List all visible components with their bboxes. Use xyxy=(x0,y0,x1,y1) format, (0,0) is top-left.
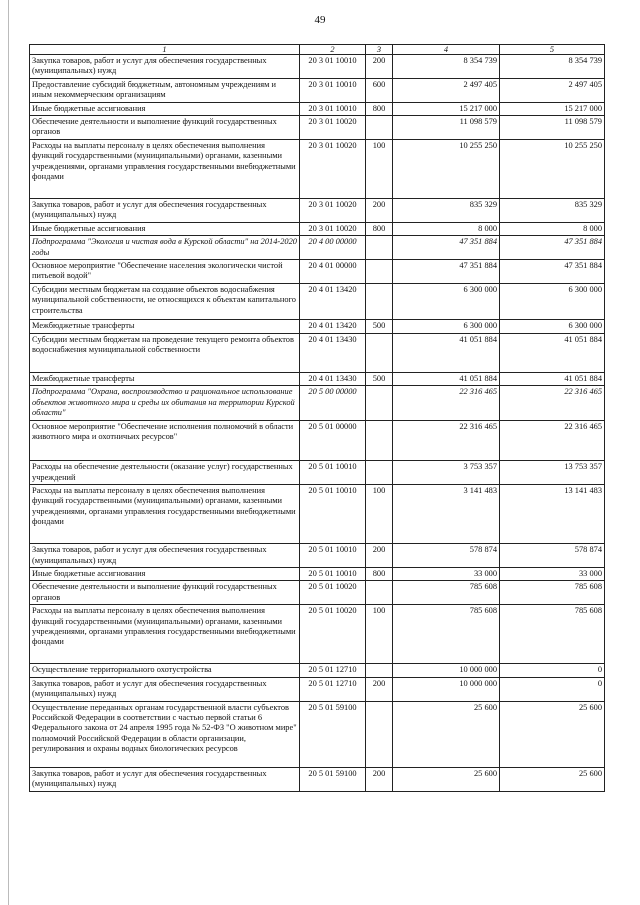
row-type-cell: 800 xyxy=(366,222,393,235)
row-value-cell: 6 300 000 xyxy=(393,320,500,333)
row-value-cell: 835 329 xyxy=(500,199,605,223)
row-value-cell: 33 000 xyxy=(500,567,605,580)
row-value-cell: 25 600 xyxy=(500,768,605,792)
row-value-cell: 10 255 250 xyxy=(393,139,500,198)
row-name-cell: Межбюджетные трансферты xyxy=(30,320,300,333)
table-row xyxy=(30,199,605,223)
row-code-cell: 20 3 01 10020 xyxy=(300,222,366,235)
row-value-cell: 3 141 483 xyxy=(393,484,500,543)
row-value-cell: 13 753 357 xyxy=(500,461,605,485)
row-value-cell: 47 351 884 xyxy=(500,260,605,284)
row-code-cell: 20 4 01 13420 xyxy=(300,320,366,333)
row-code-cell: 20 5 01 10010 xyxy=(300,461,366,485)
row-type-cell: 200 xyxy=(366,55,393,79)
row-name-cell: Расходы на выплаты персоналу в целях обеспечения выполнения функций государственными (муниципальными) органами, казенными учреждениями, органами управления государственными внебюджетными фондами xyxy=(30,484,300,543)
budget-table xyxy=(29,44,605,792)
table-row xyxy=(30,236,605,260)
row-type-cell xyxy=(366,333,393,372)
row-value-cell: 8 354 739 xyxy=(393,55,500,79)
row-type-cell xyxy=(366,116,393,140)
table-row xyxy=(30,78,605,102)
row-value-cell: 6 300 000 xyxy=(393,283,500,319)
table-row xyxy=(30,333,605,372)
column-header-row xyxy=(30,45,605,55)
row-code-cell: 20 5 01 10010 xyxy=(300,484,366,543)
row-value-cell: 25 600 xyxy=(393,768,500,792)
row-code-cell: 20 4 01 13430 xyxy=(300,373,366,386)
row-type-cell: 200 xyxy=(366,677,393,701)
table-row xyxy=(30,581,605,605)
row-value-cell: 22 316 465 xyxy=(500,420,605,460)
row-code-cell: 20 3 01 10020 xyxy=(300,199,366,223)
column-header: 4 xyxy=(393,45,500,55)
row-name-cell: Осуществление территориального охотустройства xyxy=(30,664,300,677)
row-value-cell: 10 255 250 xyxy=(500,139,605,198)
budget-table-container xyxy=(29,44,604,792)
table-row xyxy=(30,701,605,767)
table-row xyxy=(30,664,605,677)
row-value-cell: 41 051 884 xyxy=(500,333,605,372)
row-value-cell: 41 051 884 xyxy=(393,333,500,372)
column-header: 5 xyxy=(500,45,605,55)
row-type-cell: 200 xyxy=(366,199,393,223)
page-edge-line xyxy=(8,0,9,905)
table-row xyxy=(30,222,605,235)
table-row xyxy=(30,116,605,140)
row-name-cell: Закупка товаров, работ и услуг для обеспечения государственных (муниципальных) нужд xyxy=(30,768,300,792)
row-type-cell: 500 xyxy=(366,320,393,333)
row-code-cell: 20 3 01 10020 xyxy=(300,139,366,198)
table-row xyxy=(30,102,605,115)
row-name-cell: Расходы на обеспечение деятельности (оказание услуг) государственных учреждений xyxy=(30,461,300,485)
row-name-cell: Основное мероприятие "Обеспечение исполнения полномочий в области животного мира и охотничьих ресурсов" xyxy=(30,420,300,460)
column-header: 2 xyxy=(300,45,366,55)
row-value-cell: 22 316 465 xyxy=(393,386,500,420)
row-value-cell: 10 000 000 xyxy=(393,664,500,677)
row-value-cell: 2 497 405 xyxy=(500,78,605,102)
row-value-cell: 11 098 579 xyxy=(500,116,605,140)
row-name-cell: Иные бюджетные ассигнования xyxy=(30,567,300,580)
table-row xyxy=(30,605,605,664)
row-type-cell: 600 xyxy=(366,78,393,102)
table-row xyxy=(30,55,605,79)
table-row xyxy=(30,260,605,284)
row-type-cell xyxy=(366,260,393,284)
row-value-cell: 8 354 739 xyxy=(500,55,605,79)
row-value-cell: 578 874 xyxy=(500,544,605,568)
row-code-cell: 20 5 01 10010 xyxy=(300,544,366,568)
row-value-cell: 0 xyxy=(500,677,605,701)
row-code-cell: 20 4 01 13420 xyxy=(300,283,366,319)
row-type-cell: 100 xyxy=(366,139,393,198)
row-code-cell: 20 5 01 00000 xyxy=(300,420,366,460)
row-name-cell: Иные бюджетные ассигнования xyxy=(30,222,300,235)
table-row xyxy=(30,544,605,568)
row-code-cell: 20 3 01 10020 xyxy=(300,116,366,140)
table-row xyxy=(30,484,605,543)
row-value-cell: 47 351 884 xyxy=(393,236,500,260)
row-name-cell: Закупка товаров, работ и услуг для обеспечения государственных (муниципальных) нужд xyxy=(30,677,300,701)
row-type-cell: 200 xyxy=(366,768,393,792)
column-header: 3 xyxy=(366,45,393,55)
row-type-cell: 800 xyxy=(366,567,393,580)
row-value-cell: 33 000 xyxy=(393,567,500,580)
column-header: 1 xyxy=(30,45,300,55)
row-value-cell: 6 300 000 xyxy=(500,283,605,319)
row-name-cell: Расходы на выплаты персоналу в целях обеспечения выполнения функций государственными (муниципальными) органами, казенными учреждениями, органами управления государственными внебюджетными фондами xyxy=(30,605,300,664)
row-name-cell: Закупка товаров, работ и услуг для обеспечения государственных (муниципальных) нужд xyxy=(30,199,300,223)
row-name-cell: Осуществление переданных органам государственной власти субъектов Российской Федерации в соответствии с частью первой статьи 6 Федерального закона от 24 апреля 1995 года № 52-ФЗ "О животном мире" полномочий Российской Федерации в области организации, регулирования и охраны водных биологических ресурсов xyxy=(30,701,300,767)
row-code-cell: 20 5 01 10020 xyxy=(300,605,366,664)
row-value-cell: 785 608 xyxy=(500,605,605,664)
row-name-cell: Субсидии местным бюджетам на создание объектов водоснабжения муниципальной собственности, не относящихся к объектам капитального строительства xyxy=(30,283,300,319)
row-name-cell: Иные бюджетные ассигнования xyxy=(30,102,300,115)
row-code-cell: 20 5 01 10020 xyxy=(300,581,366,605)
row-value-cell: 8 000 xyxy=(393,222,500,235)
row-code-cell: 20 5 01 12710 xyxy=(300,677,366,701)
row-type-cell: 100 xyxy=(366,484,393,543)
row-type-cell xyxy=(366,664,393,677)
row-value-cell: 41 051 884 xyxy=(500,373,605,386)
row-name-cell: Закупка товаров, работ и услуг для обеспечения государственных (муниципальных) нужд xyxy=(30,55,300,79)
row-type-cell xyxy=(366,236,393,260)
row-code-cell: 20 3 01 10010 xyxy=(300,78,366,102)
table-row xyxy=(30,768,605,792)
row-value-cell: 578 874 xyxy=(393,544,500,568)
row-code-cell: 20 5 01 59100 xyxy=(300,768,366,792)
table-row xyxy=(30,386,605,420)
row-name-cell: Основное мероприятие "Обеспечение населения экологически чистой питьевой водой" xyxy=(30,260,300,284)
row-value-cell: 11 098 579 xyxy=(393,116,500,140)
row-type-cell xyxy=(366,581,393,605)
row-name-cell: Подпрограмма "Экология и чистая вода в Курской области" на 2014-2020 годы xyxy=(30,236,300,260)
row-value-cell: 47 351 884 xyxy=(393,260,500,284)
table-row xyxy=(30,283,605,319)
row-value-cell: 13 141 483 xyxy=(500,484,605,543)
row-value-cell: 8 000 xyxy=(500,222,605,235)
row-value-cell: 47 351 884 xyxy=(500,236,605,260)
row-value-cell: 0 xyxy=(500,664,605,677)
row-value-cell: 3 753 357 xyxy=(393,461,500,485)
table-row xyxy=(30,320,605,333)
row-type-cell xyxy=(366,420,393,460)
row-name-cell: Субсидии местным бюджетам на проведение текущего ремонта объектов водоснабжения муниципальной собственности xyxy=(30,333,300,372)
row-code-cell: 20 5 01 59100 xyxy=(300,701,366,767)
row-name-cell: Межбюджетные трансферты xyxy=(30,373,300,386)
row-value-cell: 10 000 000 xyxy=(393,677,500,701)
page-number: 49 xyxy=(314,14,326,26)
row-code-cell: 20 3 01 10010 xyxy=(300,102,366,115)
row-code-cell: 20 4 01 13430 xyxy=(300,333,366,372)
row-value-cell: 25 600 xyxy=(393,701,500,767)
row-name-cell: Обеспечение деятельности и выполнение функций государственных органов xyxy=(30,581,300,605)
row-name-cell: Расходы на выплаты персоналу в целях обеспечения выполнения функций государственными (муниципальными) органами, казенными учреждениями, органами управления государственными внебюджетными фондами xyxy=(30,139,300,198)
row-code-cell: 20 5 01 12710 xyxy=(300,664,366,677)
row-code-cell: 20 5 01 10010 xyxy=(300,567,366,580)
row-type-cell: 500 xyxy=(366,373,393,386)
row-name-cell: Подпрограмма "Охрана, воспроизводство и рациональное использование объектов животного мира и среды их обитания на территории Курской области" xyxy=(30,386,300,420)
row-value-cell: 835 329 xyxy=(393,199,500,223)
row-type-cell xyxy=(366,701,393,767)
row-type-cell xyxy=(366,283,393,319)
row-type-cell xyxy=(366,386,393,420)
row-type-cell: 800 xyxy=(366,102,393,115)
table-row xyxy=(30,461,605,485)
row-name-cell: Обеспечение деятельности и выполнение функций государственных органов xyxy=(30,116,300,140)
row-value-cell: 785 608 xyxy=(393,605,500,664)
table-row xyxy=(30,677,605,701)
row-type-cell xyxy=(366,461,393,485)
row-code-cell: 20 5 00 00000 xyxy=(300,386,366,420)
row-value-cell: 41 051 884 xyxy=(393,373,500,386)
row-code-cell: 20 4 00 00000 xyxy=(300,236,366,260)
row-value-cell: 22 316 465 xyxy=(393,420,500,460)
row-value-cell: 2 497 405 xyxy=(393,78,500,102)
row-type-cell: 200 xyxy=(366,544,393,568)
row-type-cell: 100 xyxy=(366,605,393,664)
row-value-cell: 15 217 000 xyxy=(500,102,605,115)
row-value-cell: 22 316 465 xyxy=(500,386,605,420)
row-value-cell: 785 608 xyxy=(393,581,500,605)
row-value-cell: 785 608 xyxy=(500,581,605,605)
row-code-cell: 20 4 01 00000 xyxy=(300,260,366,284)
row-name-cell: Предоставление субсидий бюджетным, автономным учреждениям и иным некоммерческим организациям xyxy=(30,78,300,102)
table-row xyxy=(30,373,605,386)
row-value-cell: 15 217 000 xyxy=(393,102,500,115)
row-code-cell: 20 3 01 10010 xyxy=(300,55,366,79)
table-row xyxy=(30,139,605,198)
table-row xyxy=(30,420,605,460)
row-name-cell: Закупка товаров, работ и услуг для обеспечения государственных (муниципальных) нужд xyxy=(30,544,300,568)
table-row xyxy=(30,567,605,580)
row-value-cell: 25 600 xyxy=(500,701,605,767)
row-value-cell: 6 300 000 xyxy=(500,320,605,333)
